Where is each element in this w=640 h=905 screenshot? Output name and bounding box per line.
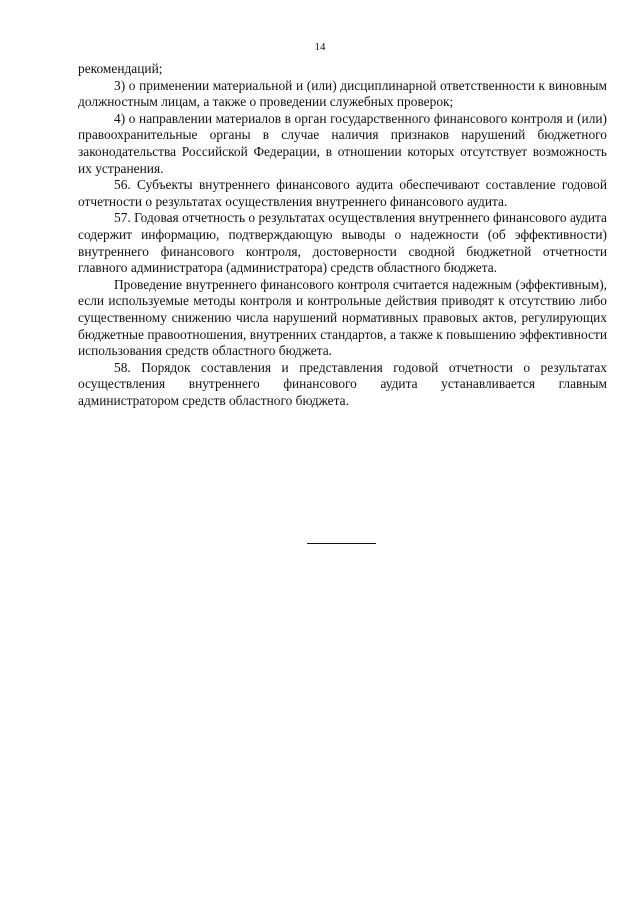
paragraph-56: 56. Субъекты внутреннего финансового аудита обеспечивают составление годовой отчетности о результатах осуществления внутреннего финансового аудита.: [78, 177, 607, 209]
end-of-document-rule: [307, 543, 376, 544]
paragraph-57: 57. Годовая отчетность о результатах осуществления внутреннего финансового аудита содержит информацию, подтверждающую выводы о надежности (об эффективности) внутреннего финансового контроля, достоверности сводной бюджетной отчетности главного администратора (администратора) средств областного бюджета.: [78, 210, 607, 276]
paragraph-reliability: Проведение внутреннего финансового контроля считается надежным (эффективным), если используемые методы контроля и контрольные действия приводят к отсутствию либо существенному снижению числа нарушений нормативных правовых актов, регулирующих бюджетные правоотношения, внутренних стандартов, а также к повышению эффективности использования средств областного бюджета.: [78, 276, 607, 359]
document-body: [78, 61, 607, 409]
paragraph-58: 58. Порядок составления и представления годовой отчетности о результатах осуществления внутреннего финансового аудита устанавливается главным администратором средств областного бюджета.: [78, 359, 607, 408]
paragraph-item-3: 3) о применении материальной и (или) дисциплинарной ответственности к виновным должностным лицам, а также о проведении служебных проверок;: [78, 77, 607, 110]
paragraph-continuation: рекомендаций;: [78, 61, 163, 76]
paragraph-item-4: 4) о направлении материалов в орган государственного финансового контроля и (или) правоохранительные органы в случае наличия признаков нарушений бюджетного законодательства Российской Федерации, в отношении которых отсутствует возможность их устранения.: [78, 110, 607, 176]
page-number: 14: [314, 41, 326, 53]
